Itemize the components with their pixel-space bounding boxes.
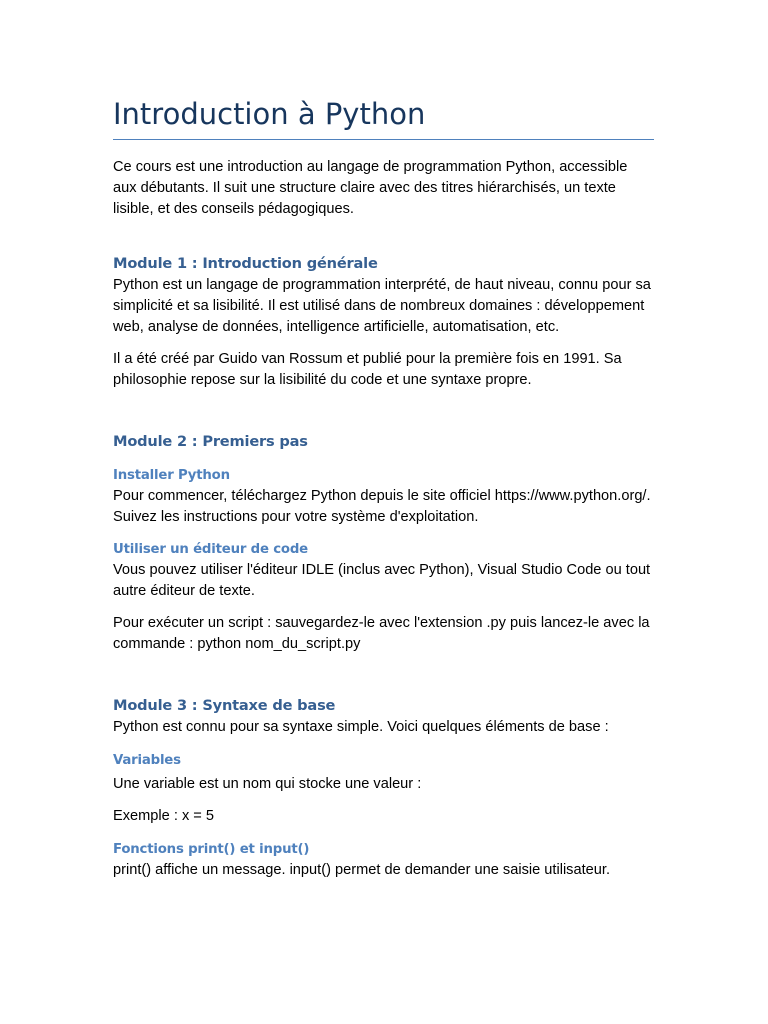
variables-heading: Variables [113, 753, 181, 768]
install-python-paragraph: Pour commencer, téléchargez Python depuis le site officiel https://www.python.org/. Suivez les instructions pour votre système d'exploitation. [113, 488, 651, 525]
code-editor-paragraph-1: Vous pouvez utiliser l'éditeur IDLE (inclus avec Python), Visual Studio Code ou tout autre éditeur de texte. [113, 562, 651, 599]
variables-example: Exemple : x = 5 [113, 808, 214, 824]
module1-paragraph-2: Il a été créé par Guido van Rossum et publié pour la première fois en 1991. Sa philosophie repose sur la lisibilité du code et une syntaxe propre. [113, 351, 622, 388]
module1-paragraph-1: Python est un langage de programmation interprété, de haut niveau, connu pour sa simplicité et sa lisibilité. Il est utilisé dans de nombreux domaines : développement web, analyse de données, intelligence artificielle, automatisation, etc. [113, 277, 651, 335]
module3-paragraph: Python est connu pour sa syntaxe simple. Voici quelques éléments de base : [113, 719, 609, 735]
module1-heading: Module 1 : Introduction générale [113, 255, 378, 272]
functions-heading: Fonctions print() et input() [113, 842, 310, 857]
module2-heading: Module 2 : Premiers pas [113, 433, 308, 450]
intro-paragraph: Ce cours est une introduction au langage de programmation Python, accessible aux débutants. Il suit une structure claire avec des titres hiérarchisés, un texte lisible, et des conseils pédagogiques. [113, 159, 628, 217]
document-page [113, 92, 654, 881]
document-title: Introduction à Python [113, 92, 654, 140]
code-editor-heading: Utiliser un éditeur de code [113, 542, 308, 557]
variables-paragraph-1: Une variable est un nom qui stocke une valeur : [113, 776, 422, 792]
install-python-heading: Installer Python [113, 468, 230, 483]
module3-heading: Module 3 : Syntaxe de base [113, 697, 336, 714]
functions-paragraph: print() affiche un message. input() permet de demander une saisie utilisateur. [113, 862, 610, 878]
code-editor-paragraph-2: Pour exécuter un script : sauvegardez-le avec l'extension .py puis lancez-le avec la commande : python nom_du_script.py [113, 615, 650, 652]
